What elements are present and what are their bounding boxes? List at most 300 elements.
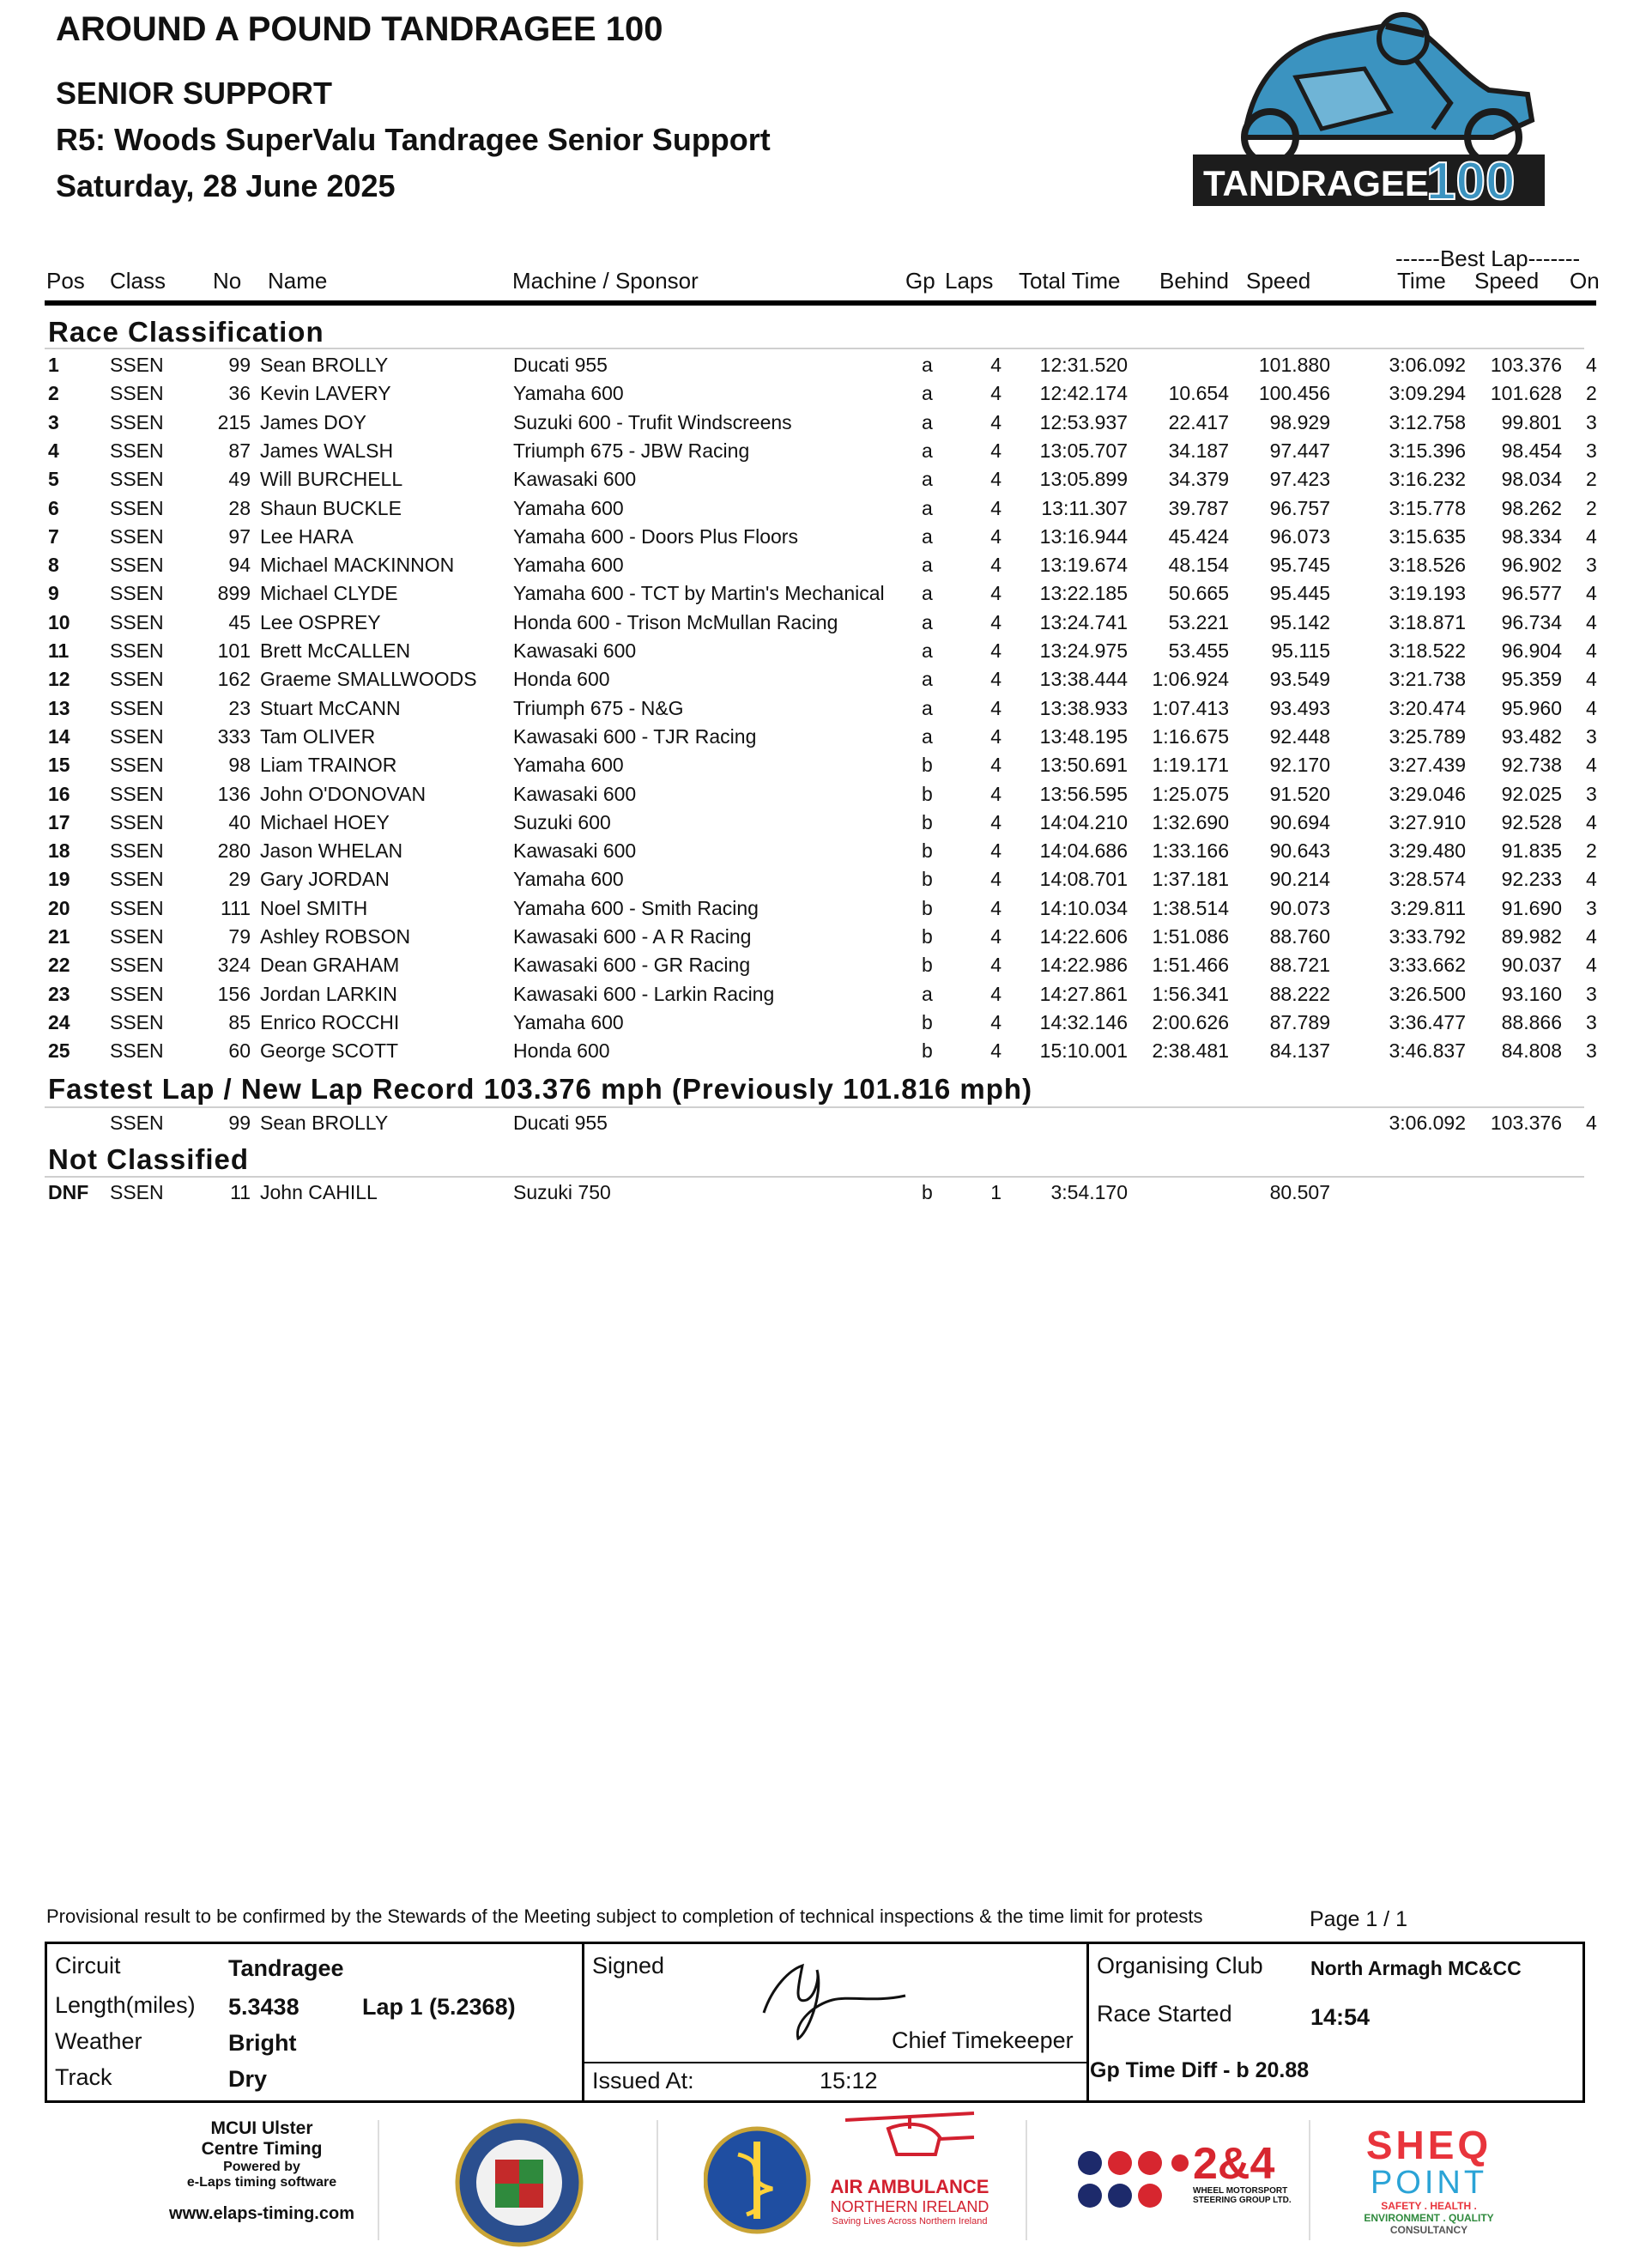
cell-total: 14:10.034 <box>1039 896 1128 919</box>
cell-no: 40 <box>228 810 251 833</box>
cell-gp: a <box>922 982 933 1005</box>
cell-speed: 100.456 <box>1258 382 1330 405</box>
cell-on: 4 <box>1586 668 1597 691</box>
race-date: Saturday, 28 June 2025 <box>56 168 396 203</box>
cell-machine: Yamaha 600 - TCT by Martin's Mechanical <box>513 582 885 605</box>
cell-best-time: 3:06.092 <box>1389 354 1466 376</box>
cell-machine: Honda 600 <box>513 668 610 691</box>
cell-name: Shaun BUCKLE <box>260 496 402 519</box>
air-ambulance-line1: AIR AMBULANCE <box>830 2176 989 2197</box>
cell-on: 2 <box>1586 468 1597 491</box>
issued-value: 15:12 <box>820 2068 878 2093</box>
cell-best-speed: 101.628 <box>1490 382 1562 405</box>
cell-name: Enrico ROCCHI <box>260 1010 400 1033</box>
cell-no: 899 <box>217 582 251 605</box>
cell-best-speed: 95.359 <box>1501 668 1562 691</box>
cell-best-time: 3:16.232 <box>1389 468 1466 491</box>
cell-speed: 92.448 <box>1269 724 1330 748</box>
cell-cls: SSEN <box>110 754 164 777</box>
mcui-medical-logo <box>704 2120 811 2245</box>
cell-behind: 1:07.413 <box>1152 696 1229 719</box>
table-row <box>0 554 1652 582</box>
w24-line2: WHEEL MOTORSPORT <box>1193 2186 1288 2196</box>
cell-best-speed: 98.454 <box>1501 439 1562 462</box>
cell-name: Sean BROLLY <box>260 1112 389 1134</box>
logo-number: 100 <box>1426 152 1516 206</box>
cell-best-speed: 92.738 <box>1501 754 1562 777</box>
cell-name: Michael MACKINNON <box>260 554 455 577</box>
table-row <box>0 582 1652 610</box>
cell-best-speed: 99.801 <box>1501 410 1562 433</box>
cell-name: Kevin LAVERY <box>260 382 391 405</box>
cell-cls: SSEN <box>110 610 164 633</box>
cell-pos: 6 <box>48 496 59 519</box>
cell-best-time: 3:21.738 <box>1389 668 1466 691</box>
table-row <box>0 1011 1652 1039</box>
cell-behind: 1:19.171 <box>1152 754 1229 777</box>
cell-behind: 53.455 <box>1168 639 1229 662</box>
section-not-classified: Not Classified <box>48 1143 250 1175</box>
cell-pos: 24 <box>48 1010 70 1033</box>
cell-cls: SSEN <box>110 524 164 548</box>
cell-cls: SSEN <box>110 354 164 376</box>
table-row <box>0 411 1652 439</box>
cell-pos: 25 <box>48 1039 70 1063</box>
box-divider <box>582 1943 584 2103</box>
wheel-motorsport-text <box>1193 2139 1292 2205</box>
table-row <box>0 354 1652 382</box>
cell-on: 3 <box>1586 1010 1597 1033</box>
cell-pos: 16 <box>48 782 70 805</box>
sponsor-divider <box>378 2120 379 2240</box>
cell-name: Jason WHELAN <box>260 839 403 863</box>
cell-pos: 5 <box>48 468 59 491</box>
wheel-motorsport-logo <box>1077 2146 1189 2219</box>
cell-speed: 95.445 <box>1269 582 1330 605</box>
cell-on: 4 <box>1586 582 1597 605</box>
w24-line3: STEERING GROUP LTD. <box>1193 2196 1292 2205</box>
cell-machine: Yamaha 600 <box>513 754 624 777</box>
cell-behind: 1:38.514 <box>1152 896 1229 919</box>
cell-behind: 1:37.181 <box>1152 868 1229 891</box>
cell-pos: 17 <box>48 810 70 833</box>
cell-on: 3 <box>1586 724 1597 748</box>
cell-pos: 3 <box>48 410 59 433</box>
cell-gp: a <box>922 668 933 691</box>
length-label: Length(miles) <box>55 1992 196 2018</box>
issued-divider <box>584 2062 1086 2063</box>
cell-name: Graeme SMALLWOODS <box>260 668 477 691</box>
cell-on: 4 <box>1586 810 1597 833</box>
cell-no: 60 <box>228 1039 251 1063</box>
table-row <box>0 725 1652 754</box>
cell-best-time: 3:15.635 <box>1389 524 1466 548</box>
cell-laps: 4 <box>990 582 1001 605</box>
cell-name: Michael HOEY <box>260 810 390 833</box>
table-row <box>0 668 1652 696</box>
cell-best-time: 3:33.792 <box>1389 925 1466 948</box>
cell-best-speed: 95.960 <box>1501 696 1562 719</box>
col-class: Class <box>110 268 166 294</box>
cell-best-speed: 98.262 <box>1501 496 1562 519</box>
cell-best-time: 3:15.396 <box>1389 439 1466 462</box>
cell-best-speed: 98.034 <box>1501 468 1562 491</box>
cell-on: 4 <box>1586 1112 1597 1134</box>
table-row <box>0 868 1652 896</box>
cell-pos: 14 <box>48 724 70 748</box>
point-word: POINT <box>1370 2165 1488 2201</box>
cell-best-speed: 103.376 <box>1490 354 1562 376</box>
cell-name: Stuart McCANN <box>260 696 401 719</box>
cell-laps: 4 <box>990 382 1001 405</box>
cell-pos: 7 <box>48 524 59 548</box>
cell-name: John O'DONOVAN <box>260 782 427 805</box>
sheq-point-logo <box>1343 2124 1515 2236</box>
cell-laps: 4 <box>990 439 1001 462</box>
cell-pos: 4 <box>48 439 59 462</box>
cell-behind: 1:25.075 <box>1152 782 1229 805</box>
table-row <box>0 925 1652 954</box>
mcui-line1: MCUI Ulster <box>210 2118 313 2138</box>
table-row <box>0 639 1652 668</box>
cell-on: 4 <box>1586 754 1597 777</box>
sponsor-divider <box>657 2120 658 2240</box>
cell-total: 13:24.975 <box>1039 639 1128 662</box>
cell-no: 98 <box>228 754 251 777</box>
page-number: Page 1 / 1 <box>1310 1907 1407 1931</box>
cell-machine: Yamaha 600 <box>513 496 624 519</box>
cell-machine: Triumph 675 - N&G <box>513 696 684 719</box>
cell-speed: 98.929 <box>1269 410 1330 433</box>
cell-cls: SSEN <box>110 1039 164 1063</box>
track-value: Dry <box>228 2066 268 2092</box>
cell-machine: Honda 600 - Trison McMullan Racing <box>513 610 838 633</box>
cell-on: 4 <box>1586 868 1597 891</box>
cell-speed: 95.142 <box>1269 610 1330 633</box>
cell-no: 49 <box>228 468 251 491</box>
cell-behind: 2:00.626 <box>1152 1010 1229 1033</box>
cell-no: 29 <box>228 868 251 891</box>
cell-total: 13:38.933 <box>1039 696 1128 719</box>
cell-behind: 45.424 <box>1168 524 1229 548</box>
cell-gp: a <box>922 382 933 405</box>
cell-speed: 96.073 <box>1269 524 1330 548</box>
cell-name: Michael CLYDE <box>260 582 398 605</box>
cell-no: 23 <box>228 696 251 719</box>
cell-behind: 2:38.481 <box>1152 1039 1229 1063</box>
cell-laps: 4 <box>990 982 1001 1005</box>
cell-behind: 50.665 <box>1168 582 1229 605</box>
cell-laps: 4 <box>990 839 1001 863</box>
sponsor-divider <box>1309 2120 1310 2240</box>
col-laps: Laps <box>945 268 994 294</box>
cell-on: 4 <box>1586 610 1597 633</box>
cell-behind: 1:56.341 <box>1152 982 1229 1005</box>
cell-best-speed: 92.025 <box>1501 782 1562 805</box>
cell-total: 14:04.686 <box>1039 839 1128 863</box>
mcui-timing-text <box>137 2118 386 2224</box>
cell-laps: 4 <box>990 1039 1001 1063</box>
length-value: 5.3438 <box>228 1994 300 2020</box>
cell-laps: 4 <box>990 639 1001 662</box>
cell-gp: a <box>922 496 933 519</box>
cell-total: 12:42.174 <box>1039 382 1128 405</box>
cell-no: 99 <box>228 1112 251 1134</box>
cell-speed: 93.549 <box>1269 668 1330 691</box>
cell-gp: b <box>922 1039 933 1063</box>
cell-behind: 39.787 <box>1168 496 1229 519</box>
cell-laps: 4 <box>990 468 1001 491</box>
cell-gp: a <box>922 524 933 548</box>
cell-gp: b <box>922 896 933 919</box>
cell-best-speed: 90.037 <box>1501 954 1562 977</box>
cell-best-speed: 93.160 <box>1501 982 1562 1005</box>
cell-behind: 1:32.690 <box>1152 810 1229 833</box>
cell-best-time: 3:27.439 <box>1389 754 1466 777</box>
cell-no: 85 <box>228 1010 251 1033</box>
table-row <box>0 1039 1652 1068</box>
cell-cls: SSEN <box>110 925 164 948</box>
sheq-line3: SAFETY . HEALTH . <box>1381 2200 1477 2212</box>
weather-value: Bright <box>228 2030 297 2056</box>
cell-machine: Honda 600 <box>513 1039 610 1063</box>
cell-behind: 34.379 <box>1168 468 1229 491</box>
cell-best-speed: 96.577 <box>1501 582 1562 605</box>
provisional-note: Provisional result to be confirmed by the Stewards of the Meeting subject to completion of technical inspections & the time limit for protests <box>46 1906 1203 1927</box>
cell-machine: Kawasaki 600 <box>513 639 637 662</box>
cell-speed: 97.447 <box>1269 439 1330 462</box>
cell-no: 97 <box>228 524 251 548</box>
cell-total: 13:24.741 <box>1039 610 1128 633</box>
cell-best-time: 3:19.193 <box>1389 582 1466 605</box>
cell-behind: 34.187 <box>1168 439 1229 462</box>
cell-on: 3 <box>1586 554 1597 577</box>
cell-pos: 11 <box>48 639 70 662</box>
cell-machine: Yamaha 600 <box>513 1010 624 1033</box>
table-row <box>0 839 1652 868</box>
cell-pos: 8 <box>48 554 59 577</box>
cell-machine: Kawasaki 600 - A R Racing <box>513 925 752 948</box>
cell-gp: b <box>922 1010 933 1033</box>
cell-cls: SSEN <box>110 496 164 519</box>
cell-cls: SSEN <box>110 410 164 433</box>
cell-machine: Ducati 955 <box>513 354 608 376</box>
cell-cls: SSEN <box>110 724 164 748</box>
cell-cls: SSEN <box>110 1010 164 1033</box>
cell-laps: 4 <box>990 354 1001 376</box>
cell-no: 94 <box>228 554 251 577</box>
cell-no: 79 <box>228 925 251 948</box>
tandragee-logo <box>1193 9 1545 206</box>
cell-best-time: 3:20.474 <box>1389 696 1466 719</box>
cell-behind: 22.417 <box>1168 410 1229 433</box>
cell-machine: Ducati 955 <box>513 1112 608 1134</box>
cell-total: 3:54.170 <box>1050 1181 1128 1203</box>
cell-speed: 84.137 <box>1269 1039 1330 1063</box>
cell-cls: SSEN <box>110 1181 164 1203</box>
cell-laps: 4 <box>990 496 1001 519</box>
cell-best-speed: 89.982 <box>1501 925 1562 948</box>
cell-pos: 2 <box>48 382 59 405</box>
cell-best-time: 3:29.811 <box>1390 896 1466 919</box>
sheq-line4: ENVIRONMENT . QUALITY <box>1364 2212 1494 2224</box>
cell-speed: 95.745 <box>1269 554 1330 577</box>
table-row <box>0 983 1652 1011</box>
cell-gp: b <box>922 810 933 833</box>
table-row <box>0 382 1652 410</box>
event-title: AROUND A POUND TANDRAGEE 100 <box>56 10 663 48</box>
cell-laps: 4 <box>990 896 1001 919</box>
cell-machine: Yamaha 600 <box>513 868 624 891</box>
circuit-value: Tandragee <box>228 1955 344 1981</box>
cell-laps: 4 <box>990 696 1001 719</box>
sheq-line5: CONSULTANCY <box>1389 2224 1468 2236</box>
cell-total: 12:53.937 <box>1039 410 1128 433</box>
cell-pos: 12 <box>48 668 70 691</box>
cell-gp: a <box>922 554 933 577</box>
cell-total: 14:08.701 <box>1039 868 1128 891</box>
mcui-crest-logo <box>451 2118 588 2251</box>
cell-pos: 23 <box>48 982 70 1005</box>
cell-behind: 1:33.166 <box>1152 839 1229 863</box>
cell-speed: 96.757 <box>1269 496 1330 519</box>
table-row <box>0 697 1652 725</box>
cell-speed: 87.789 <box>1269 1010 1330 1033</box>
cell-pos: 18 <box>48 839 70 863</box>
col-no: No <box>213 268 242 294</box>
air-ambulance-line2: NORTHERN IRELAND <box>830 2198 989 2215</box>
cell-name: Jordan LARKIN <box>260 982 397 1005</box>
cell-best-time: 3:12.758 <box>1389 410 1466 433</box>
cell-pos: 22 <box>48 954 70 977</box>
cell-speed: 91.520 <box>1269 782 1330 805</box>
cell-speed: 88.721 <box>1269 954 1330 977</box>
box-divider <box>1086 1943 1089 2103</box>
cell-total: 13:38.444 <box>1039 668 1128 691</box>
col-gp: Gp <box>905 268 935 294</box>
cell-behind: 1:06.924 <box>1152 668 1229 691</box>
table-row <box>0 897 1652 925</box>
cell-cls: SSEN <box>110 1112 164 1134</box>
gp-time-diff: Gp Time Diff - b 20.88 <box>1090 2058 1310 2082</box>
table-row <box>0 439 1652 468</box>
best-lap-header: ------Best Lap------- <box>1395 245 1581 271</box>
air-ambulance-logo <box>820 2112 1000 2227</box>
cell-cls: SSEN <box>110 982 164 1005</box>
col-machine: Machine / Sponsor <box>512 268 699 294</box>
table-row <box>0 954 1652 982</box>
col-name: Name <box>268 268 328 294</box>
cell-pos: 20 <box>48 896 70 919</box>
cell-machine: Kawasaki 600 <box>513 468 637 491</box>
cell-total: 14:32.146 <box>1039 1010 1128 1033</box>
cell-cls: SSEN <box>110 782 164 805</box>
cell-name: Brett McCALLEN <box>260 639 411 662</box>
cell-best-time: 3:27.910 <box>1389 810 1466 833</box>
cell-gp: a <box>922 582 933 605</box>
cell-speed: 90.073 <box>1269 896 1330 919</box>
cell-gp: a <box>922 724 933 748</box>
started-label: Race Started <box>1097 2001 1232 2027</box>
cell-speed: 88.760 <box>1269 925 1330 948</box>
cell-cls: SSEN <box>110 810 164 833</box>
cell-total: 13:22.185 <box>1039 582 1128 605</box>
cell-total: 13:05.707 <box>1039 439 1128 462</box>
cell-on: 2 <box>1586 839 1597 863</box>
logo-text: TANDRAGEE <box>1203 163 1429 203</box>
timekeeper-signature <box>755 1953 910 2051</box>
cell-on: 2 <box>1586 496 1597 519</box>
cell-cls: SSEN <box>110 554 164 577</box>
cell-gp: b <box>922 782 933 805</box>
cell-pos: 10 <box>48 610 70 633</box>
cell-cls: SSEN <box>110 468 164 491</box>
cell-total: 14:04.210 <box>1039 810 1128 833</box>
cell-no: 101 <box>217 639 251 662</box>
cell-behind: 48.154 <box>1168 554 1229 577</box>
cell-gp: b <box>922 1181 933 1203</box>
cell-laps: 4 <box>990 954 1001 977</box>
cell-no: 11 <box>230 1181 251 1203</box>
cell-on: 3 <box>1586 439 1597 462</box>
table-row <box>0 525 1652 554</box>
cell-best-speed: 84.808 <box>1501 1039 1562 1063</box>
cell-gp: a <box>922 354 933 376</box>
col-pos: Pos <box>46 268 85 294</box>
cell-laps: 4 <box>990 782 1001 805</box>
chief-timekeeper-label: Chief Timekeeper <box>892 2027 1074 2053</box>
mcui-line4: e-Laps timing software <box>186 2175 337 2190</box>
table-row <box>0 468 1652 496</box>
cell-best-speed: 96.904 <box>1501 639 1562 662</box>
cell-on: 4 <box>1586 954 1597 977</box>
cell-speed: 90.643 <box>1269 839 1330 863</box>
air-ambulance-line3: Saving Lives Across Northern Ireland <box>832 2216 988 2227</box>
cell-no: 45 <box>228 610 251 633</box>
cell-machine: Triumph 675 - JBW Racing <box>513 439 750 462</box>
cell-machine: Kawasaki 600 - TJR Racing <box>513 724 757 748</box>
cell-pos: 13 <box>48 696 70 719</box>
cell-behind: 1:16.675 <box>1152 724 1229 748</box>
cell-best-speed: 91.835 <box>1501 839 1562 863</box>
cell-cls: SSEN <box>110 382 164 405</box>
section-divider <box>45 348 1584 349</box>
cell-name: Liam TRAINOR <box>260 754 397 777</box>
cell-pos: 9 <box>48 582 59 605</box>
cell-machine: Yamaha 600 <box>513 554 624 577</box>
cell-cls: SSEN <box>110 696 164 719</box>
cell-no: 162 <box>217 668 251 691</box>
table-row <box>0 754 1652 782</box>
cell-cls: SSEN <box>110 896 164 919</box>
cell-best-time: 3:36.477 <box>1389 1010 1466 1033</box>
circuit-label: Circuit <box>55 1953 121 1978</box>
cell-total: 14:27.861 <box>1039 982 1128 1005</box>
w24-big: 2&4 <box>1193 2139 1275 2189</box>
cell-total: 13:56.595 <box>1039 782 1128 805</box>
cell-laps: 1 <box>990 1181 1001 1203</box>
cell-best-speed: 91.690 <box>1501 896 1562 919</box>
elaps-url[interactable]: www.elaps-timing.com <box>169 2204 354 2223</box>
section-race-classification: Race Classification <box>48 316 324 348</box>
cell-on: 3 <box>1586 782 1597 805</box>
cell-no: 280 <box>217 839 251 863</box>
table-row <box>0 811 1652 839</box>
cell-no: 99 <box>228 354 251 376</box>
cell-gp: b <box>922 925 933 948</box>
cell-best-time: 3:18.871 <box>1389 610 1466 633</box>
cell-best-time: 3:26.500 <box>1389 982 1466 1005</box>
